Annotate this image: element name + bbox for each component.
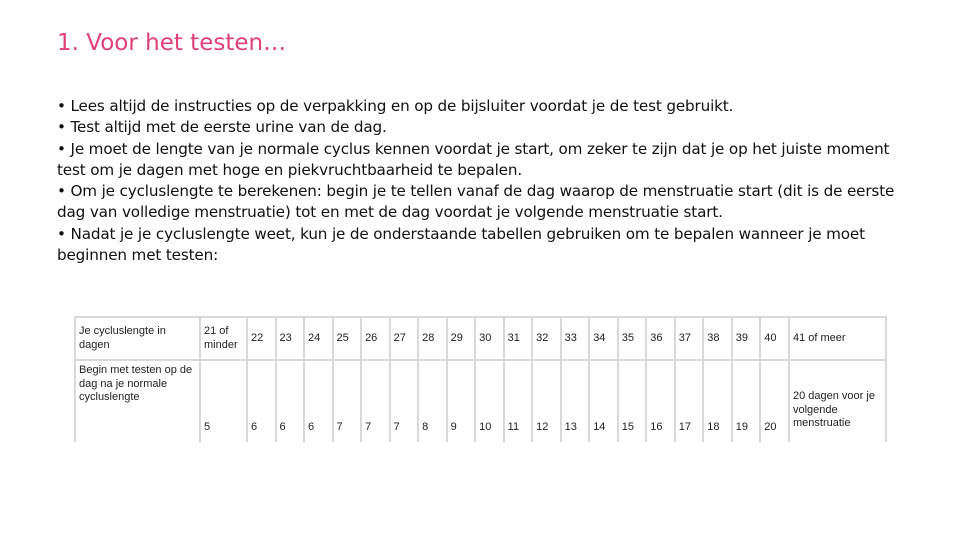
- page-title: 1. Voor het testen…: [57, 30, 287, 56]
- table-cell: 6: [277, 361, 304, 460]
- table-cell: 6: [305, 361, 332, 460]
- table-cell: 30: [476, 318, 503, 359]
- table-row: [76, 361, 885, 460]
- table-cell: 41 of meer: [790, 318, 885, 359]
- table-cell: 36: [647, 318, 674, 359]
- table-cell: 25: [334, 318, 361, 359]
- row-header-start-testing: Begin met testen op de dag na je normale cycluslengte: [76, 361, 199, 460]
- table-cell: 8: [419, 361, 446, 460]
- table-cell: 29: [448, 318, 475, 359]
- table-cell: 35: [619, 318, 646, 359]
- instruction-list: [57, 96, 917, 266]
- table-cell: 7: [362, 361, 389, 460]
- bullet-item: • Lees altijd de instructies op de verpakking en op de bijsluiter voordat je de test gebruikt.: [57, 97, 734, 115]
- table-cell: 26: [362, 318, 389, 359]
- table-cell: 9: [448, 361, 475, 460]
- table-cell: 11: [505, 361, 532, 460]
- table-cell: 18: [704, 361, 731, 460]
- table-cell: 39: [733, 318, 760, 359]
- bullet-item: • Om je cycluslengte te berekenen: begin je te tellen vanaf de dag waarop de menstruatie start (dit is de eerste dag van volledige menstruatie) tot en met de dag voordat je volgende menstruatie start.: [57, 182, 895, 222]
- table-cell: 38: [704, 318, 731, 359]
- table-cell: 37: [676, 318, 703, 359]
- table-cell: 33: [562, 318, 589, 359]
- table-cell: 14: [590, 361, 617, 460]
- table-cell: 34: [590, 318, 617, 359]
- table-cell: 6: [248, 361, 275, 460]
- table-cell: 17: [676, 361, 703, 460]
- row-header-cycle-length: Je cycluslengte in dagen: [76, 318, 199, 359]
- cycle-table: [74, 316, 887, 442]
- table-cell: 13: [562, 361, 589, 460]
- table-cell: 5: [201, 361, 246, 460]
- table-cell: 20 dagen voor je volgende menstruatie: [790, 361, 885, 460]
- table-cell: 40: [761, 318, 788, 359]
- table-cell: 16: [647, 361, 674, 460]
- bullet-item: • Test altijd met de eerste urine van de dag.: [57, 118, 387, 137]
- table-cell: 12: [533, 361, 560, 460]
- table-cell: 19: [733, 361, 760, 460]
- table-cell: 7: [391, 361, 418, 460]
- table-cell: 23: [277, 318, 304, 359]
- table-row: [76, 318, 885, 359]
- table-cell: 27: [391, 318, 418, 359]
- table-cell: 10: [476, 361, 503, 460]
- table-cell: 20: [761, 361, 788, 460]
- table-cell: 31: [505, 318, 532, 359]
- table-cell: 15: [619, 361, 646, 460]
- table-cell: 7: [334, 361, 361, 460]
- table-cell: 32: [533, 318, 560, 359]
- bullet-item: • Je moet de lengte van je normale cyclus kennen voordat je start, om zeker te zijn dat je op het juiste moment test om je dagen met hoge en piekvruchtbaarheid te bepalen.: [57, 139, 890, 179]
- table-cell: 24: [305, 318, 332, 359]
- table-cell: 28: [419, 318, 446, 359]
- table-cell: 22: [248, 318, 275, 359]
- table-cell: 21 of minder: [201, 318, 246, 359]
- bullet-item: • Nadat je je cycluslengte weet, kun je de onderstaande tabellen gebruiken om te bepalen wanneer je moet beginnen met testen:: [57, 224, 865, 265]
